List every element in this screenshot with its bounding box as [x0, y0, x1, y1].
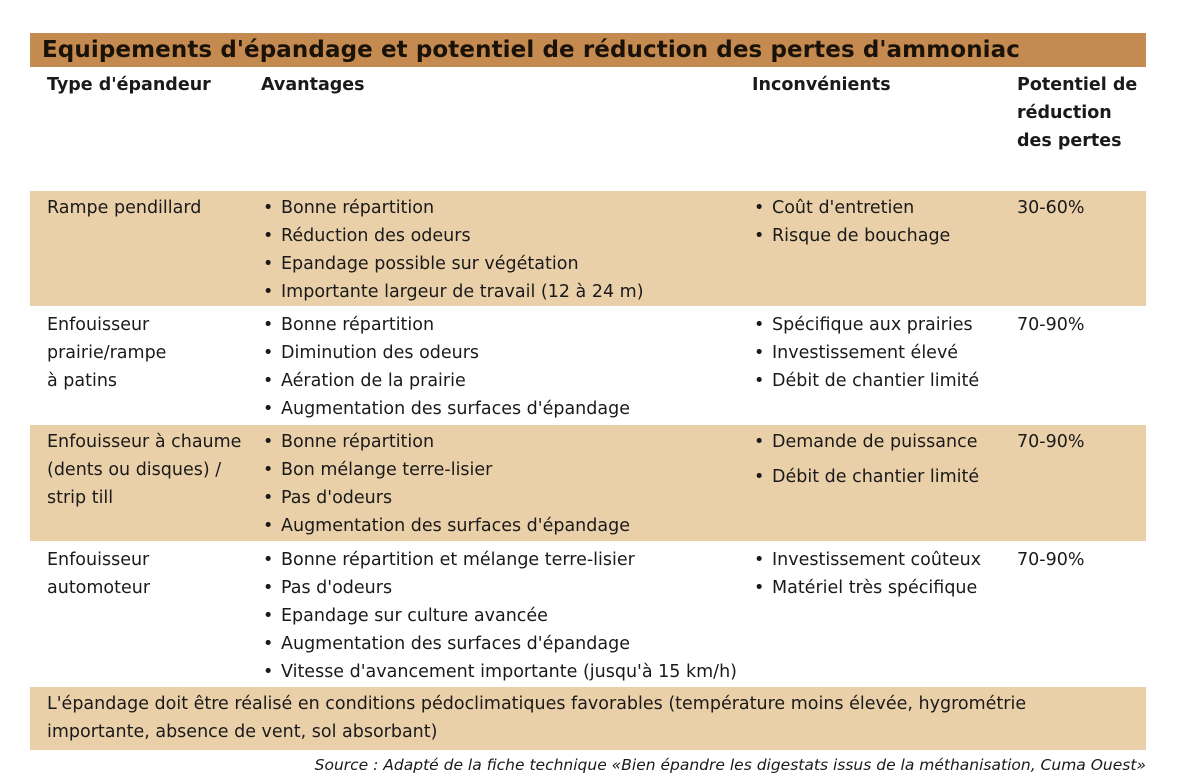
list-item: • Coût d'entretien	[752, 194, 1002, 222]
cell-potentiel: 70-90%	[1017, 432, 1085, 452]
list-item: • Spécifique aux prairies	[752, 311, 1002, 339]
list-item: • Diminution des odeurs	[261, 339, 737, 367]
equipment-table	[30, 67, 1146, 750]
source-caption: Source : Adapté de la fiche technique «Bien épandre les digestats issus de la méthanisation, Cuma Ouest»	[314, 756, 1146, 774]
type-line: (dents ou disques) /	[47, 460, 222, 480]
cell-potentiel: 70-90%	[1017, 315, 1085, 335]
list-item: • Augmentation des surfaces d'épandage	[261, 512, 737, 540]
avantages-list	[261, 546, 737, 686]
note-row	[30, 687, 1146, 750]
type-line: automoteur	[47, 578, 151, 598]
list-item: • Bonne répartition et mélange terre-lisier	[261, 546, 737, 574]
note-text: L'épandage doit être réalisé en conditions pédoclimatiques favorables (température moins élevée, hygrométrie importante, absence de vent, sol absorbant)	[47, 694, 1027, 742]
avantages-list	[261, 194, 737, 306]
list-item: • Bonne répartition	[261, 311, 737, 339]
avantages-list	[261, 428, 737, 540]
list-item: • Bonne répartition	[261, 428, 737, 456]
cell-avantages	[246, 311, 737, 420]
list-item: • Vitesse d'avancement importante (jusqu'à 15 km/h)	[261, 658, 737, 686]
header-potentiel-line: des pertes	[1017, 131, 1122, 151]
cell-type	[30, 194, 246, 303]
type-line: Rampe pendillard	[47, 198, 202, 218]
type-line: Enfouisseur à chaume	[47, 432, 242, 452]
header-potentiel-line: Potentiel de	[1017, 75, 1138, 95]
list-item: • Investissement coûteux	[752, 546, 1002, 574]
list-item: • Réduction des odeurs	[261, 222, 737, 250]
list-item: • Importante largeur de travail (12 à 24 m)	[261, 278, 737, 306]
cell-type	[30, 428, 246, 538]
cell-inconvenients	[737, 311, 1002, 420]
cell-potentiel: 30-60%	[1017, 198, 1085, 218]
header-type: Type d'épandeur	[47, 75, 211, 95]
cell-inconvenients	[737, 428, 1002, 538]
list-item: • Investissement élevé	[752, 339, 1002, 367]
list-item: • Epandage possible sur végétation	[261, 250, 737, 278]
list-item: • Augmentation des surfaces d'épandage	[261, 630, 737, 658]
inconvenients-list	[752, 194, 1002, 250]
title-bar	[30, 33, 1146, 67]
list-item: • Pas d'odeurs	[261, 484, 737, 512]
list-item: • Matériel très spécifique	[752, 574, 1002, 602]
table-row	[30, 308, 1146, 425]
cell-inconvenients	[737, 546, 1002, 682]
list-item: • Augmentation des surfaces d'épandage	[261, 395, 737, 423]
type-line: à patins	[47, 371, 118, 391]
list-item: • Risque de bouchage	[752, 222, 1002, 250]
header-potentiel	[1002, 71, 1146, 191]
table-row	[30, 543, 1146, 687]
document	[30, 33, 1146, 774]
cell-type	[30, 311, 246, 420]
inconvenients-list	[752, 546, 1002, 602]
cell-avantages	[246, 546, 737, 682]
table-row	[30, 191, 1146, 308]
header-inconvenients: Inconvénients	[752, 75, 891, 95]
type-line: strip till	[47, 488, 114, 508]
cell-type	[30, 546, 246, 682]
table-row	[30, 425, 1146, 543]
header-potentiel-line: réduction	[1017, 103, 1112, 123]
list-item: • Débit de chantier limité	[752, 463, 1002, 491]
list-item: • Aération de la prairie	[261, 367, 737, 395]
cell-avantages	[246, 428, 737, 538]
avantages-list	[261, 311, 737, 423]
list-item: • Demande de puissance	[752, 428, 1002, 456]
list-item: • Epandage sur culture avancée	[261, 602, 737, 630]
type-line: Enfouisseur	[47, 315, 150, 335]
cell-inconvenients	[737, 194, 1002, 303]
type-line: prairie/rampe	[47, 343, 167, 363]
inconvenients-list	[752, 428, 1002, 491]
table-header-row	[30, 67, 1146, 191]
list-item: • Pas d'odeurs	[261, 574, 737, 602]
table-title: Equipements d'épandage et potentiel de réduction des pertes d'ammoniac	[42, 37, 1021, 63]
list-item: • Bonne répartition	[261, 194, 737, 222]
cell-potentiel: 70-90%	[1017, 550, 1085, 570]
type-line: Enfouisseur	[47, 550, 150, 570]
list-item: • Débit de chantier limité	[752, 367, 1002, 395]
inconvenients-list	[752, 311, 1002, 395]
list-item: • Bon mélange terre-lisier	[261, 456, 737, 484]
header-avantages: Avantages	[261, 75, 365, 95]
cell-avantages	[246, 194, 737, 303]
